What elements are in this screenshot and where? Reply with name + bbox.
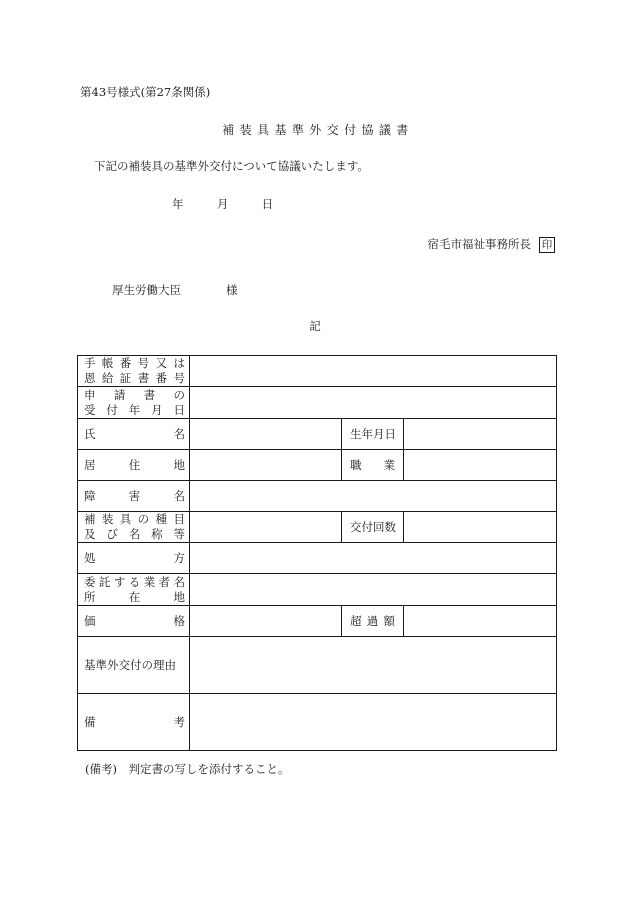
addressee [112, 282, 238, 298]
sender-name: 宿毛市福祉事務所長 [427, 237, 531, 251]
label-device [78, 512, 190, 543]
label-contractor [78, 574, 190, 606]
row-techo [78, 356, 557, 387]
label-reason [78, 637, 190, 694]
form-number: 第43号様式(第27条関係) [80, 85, 211, 99]
field-name[interactable] [190, 419, 342, 450]
label-delivery-count [342, 512, 404, 543]
row-prescription [78, 543, 557, 574]
label-excess [342, 606, 404, 637]
label-reason-text: 基準外交付の理由 [84, 658, 176, 672]
label-price-text: 価 格 [84, 614, 185, 628]
record-mark: 記 [309, 319, 321, 333]
label-shinsei [78, 387, 190, 419]
label-prescription-text: 処 方 [84, 551, 185, 565]
row-notes [78, 694, 557, 751]
field-contractor[interactable] [190, 574, 557, 606]
label-contractor-line2: 所 在 地 [84, 589, 185, 604]
document-title: 補装具基準外交付協議書 [222, 123, 414, 137]
field-techo[interactable] [190, 356, 557, 387]
label-device-line1: 補 装 具 の 種 目 [84, 512, 185, 526]
field-excess[interactable] [404, 606, 557, 637]
label-address-text: 居 住 地 [84, 458, 185, 472]
label-shinsei-line1: 申 請 書 の [84, 387, 185, 402]
row-contractor [78, 574, 557, 606]
date-month: 月 [216, 197, 229, 211]
label-delivery-count-text: 交 付 回 数 [350, 520, 396, 534]
field-occupation[interactable] [404, 450, 557, 481]
field-notes[interactable] [190, 694, 557, 751]
label-disability-text: 障 害 名 [84, 489, 185, 503]
label-occupation-text: 職 業 [350, 458, 395, 472]
field-device[interactable] [190, 512, 342, 543]
field-disability[interactable] [190, 481, 557, 512]
label-address [78, 450, 190, 481]
field-reason[interactable] [190, 637, 557, 694]
intro-text: 下記の補装具の基準外交付について協議いたします。 [94, 159, 369, 173]
row-reason [78, 637, 557, 694]
label-techo-line2: 恩 給 証 書 番 号 [84, 371, 185, 385]
field-price[interactable] [190, 606, 342, 637]
addressee-name: 厚生労働大臣 [112, 283, 181, 297]
field-shinsei[interactable] [190, 387, 557, 419]
label-birthdate [342, 419, 404, 450]
label-device-line2: 及 び 名 称 等 [84, 527, 185, 541]
field-address[interactable] [190, 450, 342, 481]
date-year: 年 [172, 197, 184, 211]
label-birthdate-text: 生 年 月 日 [350, 427, 396, 441]
field-prescription[interactable] [190, 543, 557, 574]
row-shinsei [78, 387, 557, 419]
label-techo [78, 356, 190, 387]
row-device [78, 512, 557, 543]
remark: (備考) 判定書の写しを添付すること。 [85, 762, 290, 776]
label-shinsei-line2: 受 付 年 月 日 [84, 402, 185, 417]
application-table [77, 355, 557, 751]
field-delivery-count[interactable] [404, 512, 557, 543]
date-line [172, 196, 273, 212]
row-disability [78, 481, 557, 512]
label-techo-line1: 手 帳 番 号 又 は [84, 356, 185, 370]
sender [428, 236, 556, 253]
label-name [78, 419, 190, 450]
label-price [78, 606, 190, 637]
label-disability [78, 481, 190, 512]
label-occupation [342, 450, 404, 481]
addressee-honorific: 様 [226, 283, 238, 297]
row-price [78, 606, 557, 637]
row-address [78, 450, 557, 481]
label-notes-text: 備 考 [84, 715, 185, 729]
date-day: 日 [261, 197, 274, 211]
label-name-text: 氏 名 [84, 427, 185, 441]
label-excess-text: 超 過 額 [350, 614, 395, 628]
label-prescription [78, 543, 190, 574]
label-notes [78, 694, 190, 751]
row-name [78, 419, 557, 450]
field-birthdate[interactable] [404, 419, 557, 450]
label-contractor-line1: 委 託 す る 業 者 名 [84, 574, 185, 589]
seal-mark: 印 [539, 237, 555, 253]
